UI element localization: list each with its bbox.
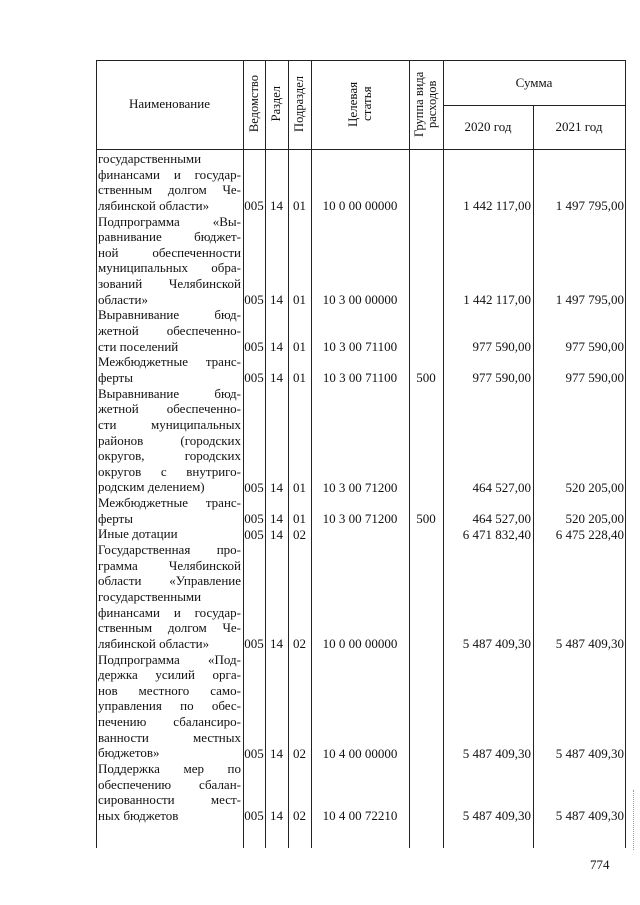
cell-razdel: 14: [270, 808, 283, 824]
body-border: [625, 148, 626, 848]
cell-podrazdel: 01: [293, 370, 306, 386]
table-row: [0, 527, 640, 542]
cell-razdel: 14: [270, 197, 283, 213]
cell-celevaya: 10 4 00 00000: [322, 745, 398, 761]
name-line: грамма Челябинской: [98, 557, 241, 573]
name-line: держка усилий орга-: [98, 667, 241, 683]
header-border: [625, 60, 626, 148]
col-razdel-header: Раздел: [269, 86, 283, 122]
page-number: 774: [590, 857, 610, 872]
name-line: родским делением): [98, 479, 205, 495]
cell-sum-2020: 5 487 409,30: [462, 745, 531, 761]
cell-celevaya: 10 0 00 00000: [322, 197, 398, 213]
cell-podrazdel: 02: [293, 526, 306, 542]
name-line: финансами и государ-: [98, 604, 241, 620]
cell-podrazdel: 02: [293, 636, 306, 652]
cell-razdel: 14: [270, 745, 283, 761]
name-line: ных бюджетов: [98, 807, 179, 823]
cell-sum-2020: 5 487 409,30: [462, 636, 531, 652]
cell-sum-2020: 1 442 117,00: [463, 291, 531, 307]
cell-podrazdel: 01: [293, 338, 306, 354]
name-line: лябинской области»: [98, 635, 210, 651]
name-line: государственными: [98, 151, 202, 166]
name-line: бюджетов»: [98, 745, 160, 761]
name-line: Выравнивание бюд-: [98, 307, 241, 323]
table-row: [0, 511, 640, 526]
name-line: округов с внутриго-: [98, 463, 241, 479]
name-line: Поддержка мер по: [98, 760, 241, 776]
col-2021-header: 2021 год: [555, 119, 603, 134]
name-line: жетной обеспеченно-: [98, 401, 241, 417]
cell-celevaya: 10 3 00 00000: [322, 291, 398, 307]
cell-razdel: 14: [270, 526, 283, 542]
name-line: обеспечению сбалан-: [98, 776, 241, 792]
col-name-header: Наименование: [129, 96, 210, 111]
cell-sum-2020: 1 442 117,00: [463, 197, 531, 213]
body-border: [288, 148, 289, 848]
name-line: равнивание бюджет-: [98, 229, 241, 245]
scan-edge: [633, 790, 636, 850]
cell-celevaya: 10 0 00 00000: [322, 636, 398, 652]
cell-vedomstvo: 005: [244, 636, 264, 652]
cell-vedomstvo: 005: [244, 808, 264, 824]
name-line: ной обеспеченности: [98, 244, 241, 260]
cell-sum-2020: 5 487 409,30: [462, 808, 531, 824]
cell-celevaya: 10 3 00 71200: [322, 510, 398, 526]
body-border: [311, 148, 312, 848]
body-border: [265, 148, 266, 848]
cell-celevaya: 10 3 00 71200: [322, 479, 398, 495]
cell-razdel: 14: [270, 510, 283, 526]
name-line: Межбюджетные транс-: [98, 495, 241, 511]
name-line: ферты: [98, 369, 133, 385]
name-line: Иные дотации: [98, 526, 178, 542]
body-border: [443, 148, 444, 848]
table-row: [0, 808, 640, 823]
cell-sum-2020: 977 590,00: [472, 338, 531, 354]
cell-celevaya: 10 4 00 72210: [322, 808, 398, 824]
cell-razdel: 14: [270, 479, 283, 495]
cell-podrazdel: 01: [293, 291, 306, 307]
name-line: Выравнивание бюд-: [98, 385, 241, 401]
cell-vedomstvo: 005: [244, 510, 264, 526]
table-row: [0, 339, 640, 354]
cell-podrazdel: 02: [293, 808, 306, 824]
cell-sum-2021: 977 590,00: [565, 370, 624, 386]
cell-vedomstvo: 005: [244, 526, 264, 542]
name-line: зований Челябинской: [98, 276, 241, 292]
name-line: управления по обес-: [98, 698, 241, 714]
cell-sum-2021: 1 497 795,00: [555, 291, 624, 307]
table-row: [0, 198, 640, 213]
name-line: ферты: [98, 510, 133, 526]
cell-celevaya: 10 3 00 71100: [322, 370, 398, 386]
name-line: сти поселений: [98, 338, 179, 354]
cell-gruppa: 500: [416, 510, 436, 526]
cell-sum-2021: 977 590,00: [565, 338, 624, 354]
cell-podrazdel: 02: [293, 745, 306, 761]
name-line: ственным долгом Че-: [98, 182, 241, 198]
cell-sum-2021: 6 475 228,40: [555, 526, 624, 542]
col-2020-header: 2020 год: [464, 119, 512, 134]
cell-sum-2020: 6 471 832,40: [462, 526, 531, 542]
cell-sum-2021: 5 487 409,30: [555, 745, 624, 761]
cell-gruppa: 500: [416, 370, 436, 386]
table-row: [0, 292, 640, 307]
table-row: [0, 636, 640, 651]
body-border: [96, 148, 97, 848]
cell-sum-2021: 1 497 795,00: [555, 197, 624, 213]
table-row: [0, 480, 640, 495]
cell-sum-2021: 520 205,00: [565, 479, 624, 495]
name-line: нов местного само-: [98, 682, 241, 698]
table-row: [0, 746, 640, 761]
col-vedomstvo-header: Ведомство: [246, 75, 261, 133]
name-line: области «Управление: [98, 573, 241, 589]
cell-sum-2020: 977 590,00: [472, 370, 531, 386]
cell-sum-2021: 520 205,00: [565, 510, 624, 526]
name-line: Государственная про-: [98, 542, 241, 558]
cell-razdel: 14: [270, 338, 283, 354]
name-line: сти муниципальных: [98, 416, 241, 432]
cell-celevaya: 10 3 00 71100: [322, 338, 398, 354]
name-line: жетной обеспеченно-: [98, 323, 241, 339]
name-line: ственным долгом Че-: [98, 620, 241, 636]
name-line: государственными: [98, 588, 202, 604]
cell-vedomstvo: 005: [244, 338, 264, 354]
body-border: [243, 148, 244, 848]
cell-sum-2020: 464 527,00: [472, 479, 531, 495]
cell-podrazdel: 01: [293, 197, 306, 213]
name-line: лябинской области»: [98, 197, 210, 213]
cell-razdel: 14: [270, 291, 283, 307]
col-summa-header: Сумма: [443, 60, 625, 106]
name-line: округов, городских: [98, 448, 241, 464]
cell-sum-2021: 5 487 409,30: [555, 808, 624, 824]
name-line: области»: [98, 291, 148, 307]
cell-razdel: 14: [270, 636, 283, 652]
cell-podrazdel: 01: [293, 510, 306, 526]
cell-podrazdel: 01: [293, 479, 306, 495]
name-line: районов (городских: [98, 432, 241, 448]
cell-vedomstvo: 005: [244, 745, 264, 761]
name-line: ванности местных: [98, 729, 241, 745]
name-line: Подпрограмма «Под-: [98, 651, 241, 667]
body-border: [533, 148, 534, 848]
cell-sum-2020: 464 527,00: [472, 510, 531, 526]
cell-razdel: 14: [270, 370, 283, 386]
name-line: Подпрограмма «Вы-: [98, 213, 241, 229]
name-line: сированности мест-: [98, 792, 241, 808]
name-line: печению сбалансиро-: [98, 714, 241, 730]
name-line: муниципальных обра-: [98, 260, 241, 276]
body-border: [409, 148, 410, 848]
cell-vedomstvo: 005: [244, 197, 264, 213]
name-line: финансами и государ-: [98, 166, 241, 182]
table-row: [0, 370, 640, 385]
col-gruppa-header: Группа вида расходов: [412, 71, 439, 137]
col-podrazdel-header: Подраздел: [292, 76, 306, 132]
cell-vedomstvo: 005: [244, 370, 264, 386]
cell-sum-2021: 5 487 409,30: [555, 636, 624, 652]
name-line: Межбюджетные транс-: [98, 354, 241, 370]
cell-vedomstvo: 005: [244, 479, 264, 495]
cell-vedomstvo: 005: [244, 291, 264, 307]
col-celevaya-header: Целевая статья: [345, 81, 374, 127]
